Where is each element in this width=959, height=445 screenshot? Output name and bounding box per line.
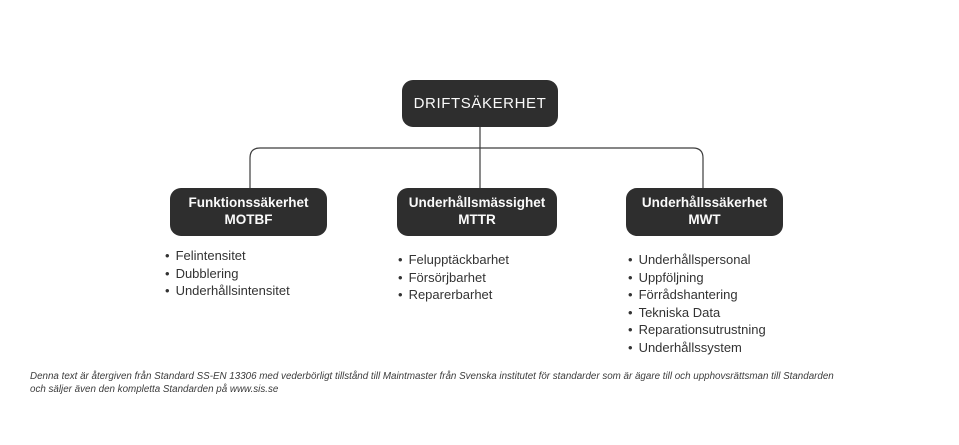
- branch-subtitle: MTTR: [458, 212, 496, 227]
- list-item: • Uppföljning: [628, 269, 766, 287]
- branch-title: Underhållsmässighet: [408, 195, 546, 211]
- list-item: • Försörjbarhet: [398, 269, 509, 287]
- footer-attribution-note: [30, 371, 930, 396]
- list-item: • Dubblering: [165, 265, 290, 283]
- list-item: • Förrådshantering: [628, 286, 766, 304]
- list-item: • Underhållspersonal: [628, 251, 766, 269]
- list-item: • Reparationsutrustning: [628, 321, 766, 339]
- node-root-label: DRIFTSÄKERHET: [413, 95, 547, 112]
- node-driftsakerhet: [402, 80, 558, 127]
- list-underhallssakerhet: [628, 251, 766, 357]
- connector-horizontal-branches: [250, 148, 703, 188]
- list-item: • Underhållssystem: [628, 339, 766, 357]
- list-funktionssakerhet: [165, 247, 290, 300]
- branch-subtitle: MOTBF: [224, 212, 273, 227]
- node-underhallsmassighet: [397, 188, 557, 236]
- branch-title: Funktionssäkerhet: [188, 195, 309, 211]
- list-item: • Tekniska Data: [628, 304, 766, 322]
- list-item: • Underhållsintensitet: [165, 282, 290, 300]
- branch-subtitle: MWT: [688, 212, 721, 227]
- list-underhallsmassighet: [398, 251, 509, 304]
- list-item: • Reparerbarhet: [398, 286, 509, 304]
- footer-line-2: och säljer även den kompletta Standarden på www.sis.se: [30, 383, 279, 395]
- node-underhallssakerhet: [626, 188, 783, 236]
- node-funktionssakerhet: [170, 188, 327, 236]
- footer-line-1: Denna text är återgiven från Standard SS-EN 13306 med vederbörligt tillstånd till Maintmaster från Svenska institutet för standarder som är ägare till och upphovsrättsman till Standarden: [30, 371, 834, 382]
- branch-title: Underhållssäkerhet: [641, 195, 768, 211]
- list-item: • Felupptäckbarhet: [398, 251, 509, 269]
- list-item: • Felintensitet: [165, 247, 290, 265]
